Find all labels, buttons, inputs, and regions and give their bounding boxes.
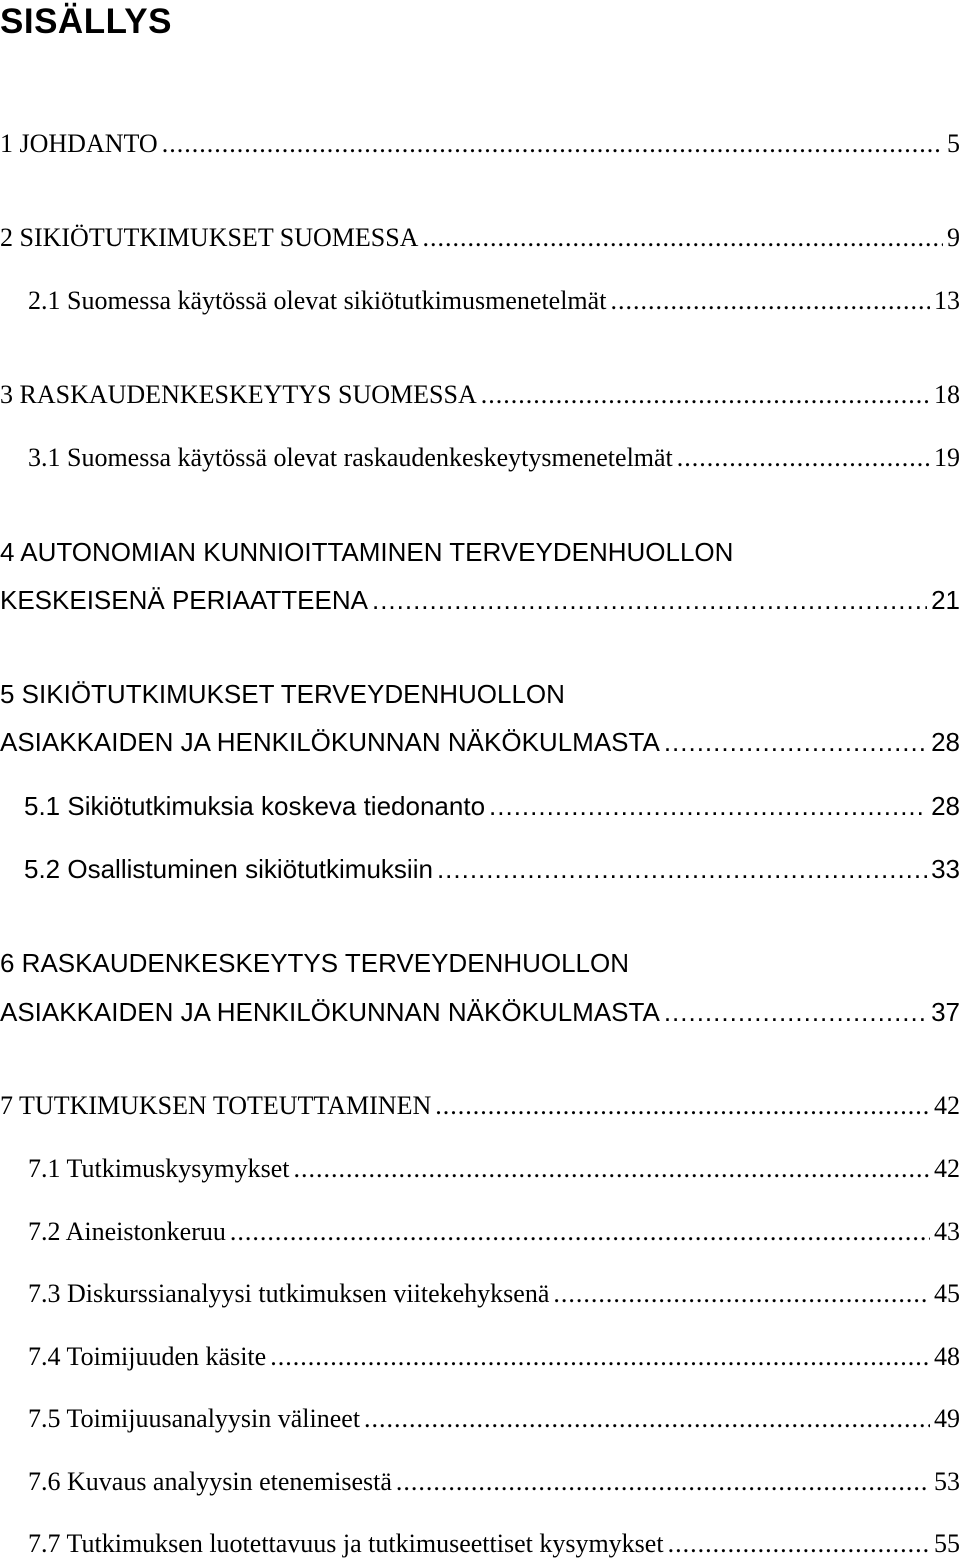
toc-entry-label: 7.5 Toimijuusanalyysin välineet	[28, 1404, 361, 1433]
toc-entry-label: 2 SIKIÖTUTKIMUKSET SUOMESSA	[0, 223, 419, 252]
toc-dot-leader	[270, 1341, 930, 1373]
toc-entry-label: 7.7 Tutkimuksen luotettavuus ja tutkimuseettiset kysymykset	[28, 1529, 664, 1558]
toc-entry-label: 7.2 Aineistonkeruu	[28, 1217, 226, 1246]
toc-entry-7-2[interactable]	[28, 1216, 960, 1248]
toc-entry-label: 5.1 Sikiötutkimuksia koskeva tiedonanto	[24, 791, 486, 821]
toc-dot-leader	[610, 285, 930, 317]
toc-entry-7-6[interactable]	[28, 1466, 960, 1498]
toc-entry-7[interactable]	[0, 1090, 960, 1122]
toc-entry-6[interactable]	[0, 996, 960, 1028]
toc-entry-label: 7.3 Diskurssianalyysi tutkimuksen viitekehyksenä	[28, 1279, 550, 1308]
toc-entry-label: 7 TUTKIMUKSEN TOTEUTTAMINEN	[0, 1091, 432, 1120]
toc-entry-6-line1: 6 RASKAUDENKESKEYTYS TERVEYDENHUOLLON	[0, 948, 630, 978]
toc-dot-leader	[553, 1278, 930, 1310]
toc-entry-label: ASIAKKAIDEN JA HENKILÖKUNNAN NÄKÖKULMASTA	[0, 727, 660, 757]
toc-dot-leader	[481, 379, 930, 411]
toc-entry-5-line1: 5 SIKIÖTUTKIMUKSET TERVEYDENHUOLLON	[0, 679, 565, 709]
toc-entry-7-1[interactable]	[28, 1153, 960, 1185]
toc-entry-5-1[interactable]	[24, 790, 960, 822]
toc-page-number: 28	[931, 791, 960, 821]
toc-entry-label: 3 RASKAUDENKESKEYTYS SUOMESSA	[0, 380, 477, 409]
toc-dot-leader	[294, 1153, 930, 1185]
toc-page-number: 42	[934, 1091, 960, 1120]
toc-entry-1[interactable]	[0, 128, 960, 160]
toc-entry-5[interactable]	[0, 726, 960, 758]
toc-entry-label: 5.2 Osallistuminen sikiötutkimuksiin	[24, 854, 433, 884]
toc-dot-leader	[364, 1403, 930, 1435]
toc-dot-leader	[162, 128, 943, 160]
toc-entry-7-5[interactable]	[28, 1403, 960, 1435]
toc-entry-2[interactable]	[0, 222, 960, 254]
toc-entry-3-1[interactable]	[28, 442, 960, 474]
toc-page-number: 13	[934, 286, 960, 315]
toc-page-number: 28	[931, 727, 960, 757]
toc-dot-leader	[230, 1216, 930, 1248]
page-title: SISÄLLYS	[0, 2, 172, 41]
toc-dot-leader	[422, 222, 943, 254]
toc-page-number: 49	[934, 1404, 960, 1433]
toc-entry-7-7[interactable]	[28, 1528, 960, 1560]
toc-dot-leader	[677, 442, 930, 474]
toc-entry-7-4[interactable]	[28, 1341, 960, 1373]
toc-entry-label: 7.4 Toimijuuden käsite	[28, 1342, 267, 1371]
toc-page-number: 42	[934, 1154, 960, 1183]
toc-dot-leader	[396, 1466, 930, 1498]
toc-entry-label: ASIAKKAIDEN JA HENKILÖKUNNAN NÄKÖKULMASTA	[0, 997, 660, 1027]
toc-entry-4-line1: 4 AUTONOMIAN KUNNIOITTAMINEN TERVEYDENHUOLLON	[0, 537, 734, 567]
toc-entry-label: 3.1 Suomessa käytössä olevat raskaudenkeskeytysmenetelmät	[28, 443, 673, 472]
toc-page-number: 43	[934, 1217, 960, 1246]
toc-page-number: 21	[931, 585, 960, 615]
toc-entry-label: 2.1 Suomessa käytössä olevat sikiötutkimusmenetelmät	[28, 286, 607, 315]
toc-entry-label: 7.1 Tutkimuskysymykset	[28, 1154, 290, 1183]
toc-dot-leader	[489, 790, 927, 822]
toc-entry-4[interactable]	[0, 584, 960, 616]
toc-dot-leader	[437, 853, 927, 885]
toc-page-number: 19	[934, 443, 960, 472]
toc-page-number: 9	[947, 223, 960, 252]
toc-dot-leader	[668, 1528, 930, 1560]
toc-page-number: 37	[931, 997, 960, 1027]
toc-entry-7-3[interactable]	[28, 1278, 960, 1310]
toc-page-number: 5	[947, 129, 960, 158]
toc-entry-label: KESKEISENÄ PERIAATTEENA	[0, 585, 368, 615]
toc-dot-leader	[435, 1090, 930, 1122]
toc-page-number: 55	[934, 1529, 960, 1558]
toc-page-number: 45	[934, 1279, 960, 1308]
toc-page-number: 48	[934, 1342, 960, 1371]
toc-entry-3[interactable]	[0, 379, 960, 411]
toc-entry-label: 7.6 Kuvaus analyysin etenemisestä	[28, 1467, 392, 1496]
toc-dot-leader	[372, 584, 927, 616]
toc-entry-2-1[interactable]	[28, 285, 960, 317]
toc-page-number: 18	[934, 380, 960, 409]
toc-page-number: 33	[931, 854, 960, 884]
toc-page-number: 53	[934, 1467, 960, 1496]
toc-dot-leader	[664, 996, 927, 1028]
toc-dot-leader	[664, 726, 927, 758]
toc-entry-label: 1 JOHDANTO	[0, 129, 158, 158]
toc-entry-5-2[interactable]	[24, 853, 960, 885]
